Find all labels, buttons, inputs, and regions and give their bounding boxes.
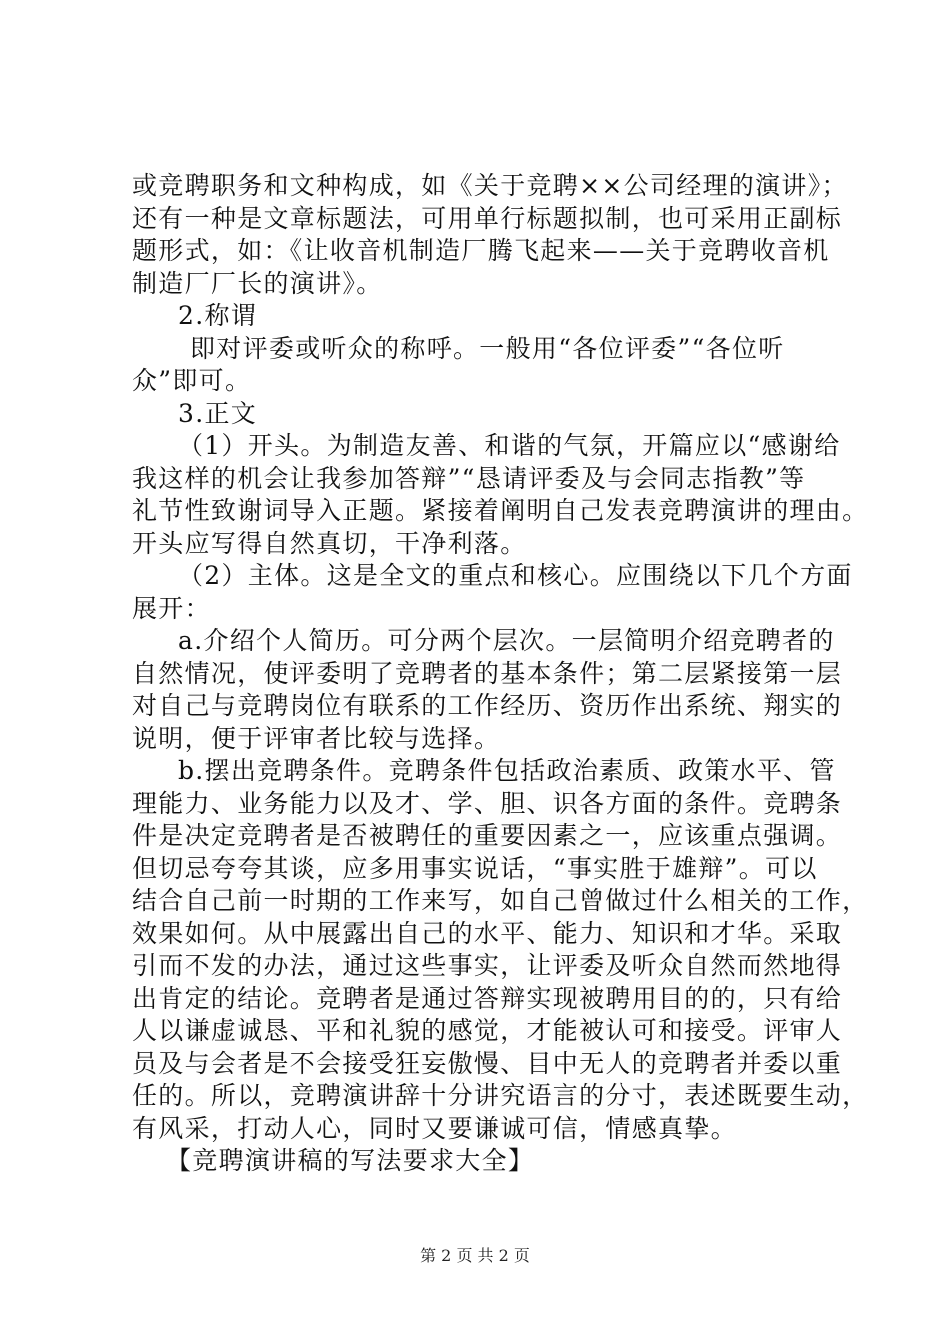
text-line: 即对评委或听众的称呼。一般用“各位评委”“各位听	[190, 333, 785, 363]
text-line: 引而不发的办法，通过这些事实，让评委及听众自然而然地得	[132, 951, 843, 980]
text-line: 展开：	[132, 593, 211, 623]
text-line: 或竞聘职务和文种构成，如《关于竞聘××公司经理的演讲》；	[132, 171, 848, 200]
section-heading: 3.正文	[178, 398, 258, 428]
text-line: （2）主体。这是全文的重点和核心。应围绕以下几个方面	[178, 561, 853, 590]
text-line: 人以谦虚诚恳、平和礼貌的感觉，才能被认可和接受。评审人	[132, 1016, 843, 1045]
closing-title: 【竞聘演讲稿的写法要求大全】	[166, 1146, 535, 1175]
text-line: 自然情况，使评委明了竞聘者的基本条件；第二层紧接第一层	[132, 658, 843, 688]
text-line: 开头应写得自然真切，干净利落。	[132, 528, 527, 558]
text-line: 员及与会者是不会接受狂妄傲慢、目中无人的竞聘者并委以重	[132, 1048, 843, 1078]
text-line: 众”即可。	[132, 366, 252, 395]
text-line: 件是决定竞聘者是否被聘任的重要因素之一，应该重点强调。	[132, 821, 843, 850]
text-line: 但切忌夸夸其谈，应多用事实说话，“事实胜于雄辩”。可以	[132, 853, 818, 883]
text-line: b.摆出竞聘条件。竞聘条件包括政治素质、政策水平、管	[178, 756, 836, 785]
text-line: 题形式，如：《让收音机制造厂腾飞起来——关于竞聘收音机	[132, 236, 830, 265]
text-line: 对自己与竞聘岗位有联系的工作经历、资历作出系统、翔实的	[132, 691, 843, 720]
body-text	[132, 170, 869, 1178]
text-line: 我这样的机会让我参加答辩”“恳请评委及与会同志指教”等	[132, 463, 806, 493]
page-number-footer: 第 2 页 共 2 页	[420, 1246, 530, 1265]
text-line: 任的。所以，竞聘演讲辞十分讲究语言的分寸，表述既要生动，	[132, 1081, 869, 1110]
text-line: 说明，便于评审者比较与选择。	[132, 723, 501, 753]
text-line: 出肯定的结论。竞聘者是通过答辩实现被聘用目的的，只有给	[132, 983, 843, 1013]
text-line: 制造厂厂长的演讲》。	[132, 268, 383, 298]
section-heading: 2.称谓	[178, 301, 258, 330]
text-line: （1）开头。为制造友善、和谐的气氛，开篇应以“感谢给	[178, 431, 841, 460]
text-line: 效果如何。从中展露出自己的水平、能力、知识和才华。采取	[132, 918, 843, 948]
text-line: 理能力、业务能力以及才、学、胆、识各方面的条件。竞聘条	[132, 788, 843, 818]
text-line: 结合自己前一时期的工作来写，如自己曾做过什么相关的工作，	[132, 886, 869, 915]
text-line: 礼节性致谢词导入正题。紧接着阐明自己发表竞聘演讲的理由。	[132, 496, 869, 525]
text-line: 有风采，打动人心，同时又要谦诚可信，情感真挚。	[132, 1113, 737, 1143]
text-line: a.介绍个人简历。可分两个层次。一层简明介绍竞聘者的	[178, 626, 835, 655]
text-line: 还有一种是文章标题法，可用单行标题拟制，也可采用正副标	[132, 203, 843, 233]
